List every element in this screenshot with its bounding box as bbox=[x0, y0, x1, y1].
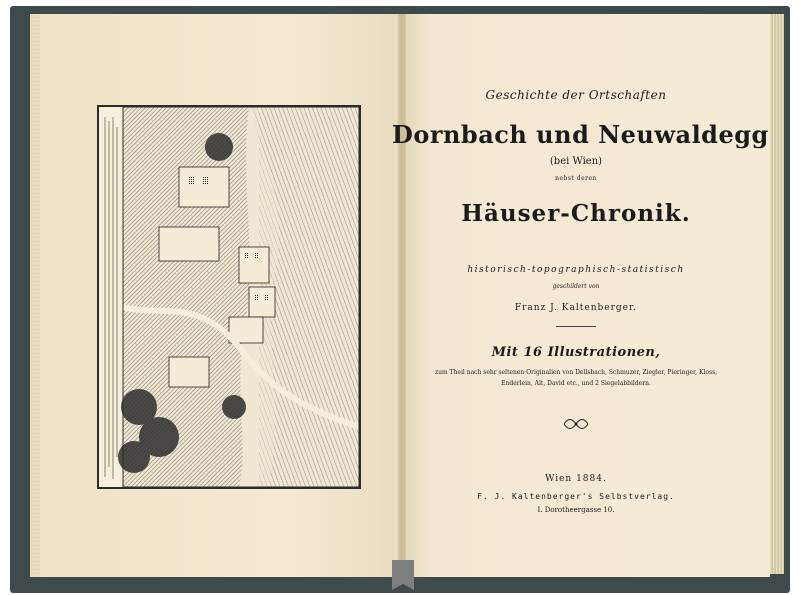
title-heading: Geschichte der Ortschaften bbox=[485, 88, 667, 102]
ornament-icon bbox=[562, 418, 590, 430]
author-intro: geschildert von bbox=[552, 283, 600, 290]
publisher: F. J. Kaltenberger's Selbstverlag. bbox=[477, 492, 675, 501]
page-edges bbox=[770, 14, 784, 574]
subtitle: Häuser-Chronik. bbox=[461, 200, 691, 227]
publisher-address: I. Dorotheergasse 10. bbox=[537, 506, 615, 514]
connector-text: nebst deren bbox=[555, 175, 597, 182]
title-page bbox=[392, 0, 769, 571]
location-text: (bei Wien) bbox=[549, 156, 603, 167]
description-text: historisch-topographisch-statistisch bbox=[467, 265, 685, 275]
main-title: Dornbach und Neuwaldegg bbox=[392, 120, 769, 149]
illustrations-heading: Mit 16 Illustrationen, bbox=[491, 345, 661, 360]
engraving-illustration bbox=[99, 107, 359, 487]
frontispiece-engraving bbox=[97, 105, 361, 489]
illustration-note-line1: zum Theil nach sehr seltenen Originalien von Dellsbach, Schmuzer, Ziegler, Pieringer, Kloss, bbox=[434, 369, 718, 376]
divider-rule bbox=[556, 326, 596, 327]
author-name: Franz J. Kaltenberger. bbox=[514, 303, 638, 313]
city-year: Wien 1884. bbox=[545, 474, 607, 484]
left-page-edge bbox=[30, 14, 40, 577]
illustration-note-line2: Enderlein, Alt, David etc., und 2 Siegelabbildern. bbox=[501, 380, 651, 387]
